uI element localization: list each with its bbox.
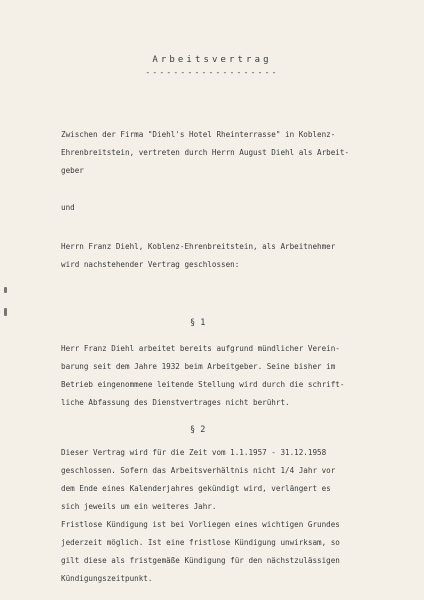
punch-hole-mark — [4, 287, 7, 293]
intro-paragraph — [61, 126, 401, 180]
employee-paragraph — [61, 238, 401, 274]
text-line: dem Ende eines Kalenderjahres gekündigt wird, verlängert es — [61, 484, 331, 493]
text-line: Fristlose Kündigung ist bei Vorliegen eines wichtigen Grundes — [61, 520, 340, 529]
text-line: Kündigungszeitpunkt. — [61, 574, 153, 583]
text-line: und — [61, 203, 75, 212]
text-line: gilt diese als fristgemäße Kündigung für den nächstzulässigen — [61, 556, 340, 565]
text-line: jederzeit möglich. Ist eine fristlose Kündigung unwirksam, so — [61, 538, 340, 547]
text-line: Dieser Vertrag wird für die Zeit vom 1.1.1957 - 31.12.1958 — [61, 448, 327, 457]
text-line: Ehrenbreitstein, vertreten durch Herrn August Diehl als Arbeit- — [61, 148, 350, 157]
text-line: geschlossen. Sofern das Arbeitsverhältnis nicht 1/4 Jahr vor — [61, 466, 336, 475]
text-line: geber — [61, 166, 84, 175]
text-line: Herrn Franz Diehl, Koblenz-Ehrenbreitstein, als Arbeitnehmer — [61, 242, 336, 251]
text-line: sich jeweils um ein weiteres Jahr. — [61, 502, 217, 511]
text-line: liche Abfassung des Dienstvertrages nicht berührt. — [61, 398, 290, 407]
title-underline: ------------------- — [145, 68, 279, 77]
section-1-heading: § 1 — [190, 318, 206, 328]
and-word — [61, 199, 401, 217]
section-2-paragraph — [61, 444, 401, 588]
text-line: Herr Franz Diehl arbeitet bereits aufgrund mündlicher Verein- — [61, 344, 340, 353]
section-2-heading: § 2 — [190, 425, 206, 435]
text-line: wird nachstehender Vertrag geschlossen: — [61, 260, 240, 269]
punch-hole-mark — [4, 308, 7, 316]
section-1-paragraph — [61, 340, 401, 412]
document-title: Arbeitsvertrag — [152, 55, 272, 65]
text-line: Betrieb eingenommene leitende Stellung wird durch die schrift- — [61, 380, 345, 389]
text-line: Zwischen der Firma "Diehl's Hotel Rheinterrasse" in Koblenz- — [61, 130, 336, 139]
text-line: barung seit dem Jahre 1932 beim Arbeitgeber. Seine bisher im — [61, 362, 336, 371]
